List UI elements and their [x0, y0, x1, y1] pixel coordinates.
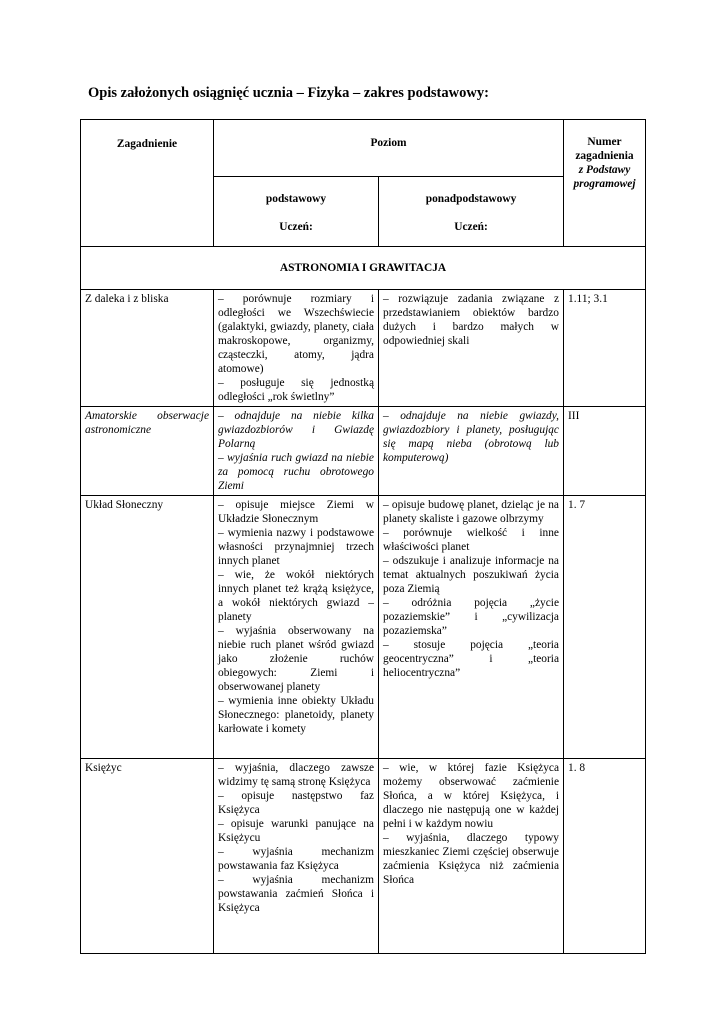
header-uczen-basic: Uczeń:: [279, 221, 313, 233]
header-podstawowy-label: podstawowy: [265, 193, 327, 205]
header-numer: [564, 120, 646, 247]
basic-item: – wie, że wokół niektórych innych planet też krążą księżyce, a wokół niektórych gwiazd – planety: [218, 569, 374, 623]
advanced-item: – stosuje pojęcia „teoria geocentryczna” i „teoria heliocentryczna”: [383, 639, 559, 679]
section-heading: ASTRONOMIA I GRAWITACJA: [81, 247, 646, 290]
advanced-cell: [379, 759, 564, 954]
topic-cell: Z daleka i z bliska: [81, 290, 214, 407]
advanced-item: – odróżnia pojęcia „życie pozaziemskie” i „cywilizacja pozaziemska”: [383, 597, 559, 637]
basic-item: – wyjaśnia obserwowany na niebie ruch planet wśród gwiazd jako złożenie ruchów obiegowych: Ziemi i obserwowanej planety: [218, 625, 374, 693]
topic-cell: Księżyc: [81, 759, 214, 954]
basic-item: – wymienia inne obiekty Układu Słonecznego: planetoidy, planety karłowate i komety: [218, 695, 374, 735]
number-cell: 1.11; 3.1: [564, 290, 646, 407]
header-poziom: Poziom: [214, 120, 564, 177]
advanced-item: – odnajduje na niebie gwiazdy, gwiazdozbiory i planety, posługując się mapą nieba (obrotową lub komputerową): [383, 410, 559, 464]
achievements-table: [80, 119, 646, 954]
topic-cell: Amatorskie obserwacje astronomiczne: [81, 407, 214, 496]
page-title: Opis założonych osiągnięć ucznia – Fizyka – zakres podstawowy:: [88, 85, 489, 101]
header-zagadnienie: Zagadnienie: [81, 120, 214, 247]
advanced-item: – odszukuje i analizuje informacje na temat aktualnych poszukiwań życia poza Ziemią: [383, 555, 559, 595]
basic-item: – porównuje rozmiary i odległości we Wszechświecie (galaktyki, gwiazdy, planety, ciała makroskopowe, organizmy, cząsteczki, atomy, jądra atomowe): [218, 293, 374, 375]
number-cell: 1. 7: [564, 496, 646, 759]
header-ponadpodstawowy-label: ponadpodstawowy: [425, 193, 517, 205]
table-row: [81, 407, 646, 496]
advanced-item: – wyjaśnia, dlaczego typowy mieszkaniec Ziemi częściej obserwuje zaćmienia Księżyca niż zaćmienia Słońca: [383, 832, 559, 886]
basic-cell: [214, 290, 379, 407]
basic-cell: [214, 496, 379, 759]
basic-item: – wyjaśnia mechanizm powstawania faz Księżyca: [218, 846, 374, 872]
advanced-item: – rozwiązuje zadania związane z przedstawianiem obiektów bardzo dużych i bardzo małych w odpowiedniej skali: [383, 293, 559, 347]
basic-item: – opisuje miejsce Ziemi w Układzie Słonecznym: [218, 499, 374, 525]
basic-item: – wymienia nazwy i podstawowe własności przynajmniej trzech innych planet: [218, 527, 374, 567]
basic-item: – opisuje warunki panujące na Księżycu: [218, 818, 374, 844]
advanced-item: – wie, w której fazie Księżyca możemy obserwować zaćmienie Słońca, a w której Księżyca, i dlaczego nie następują one w każdej pełni i w każdym nowiu: [383, 762, 559, 830]
advanced-item: – porównuje wielkość i inne właściwości planet: [383, 527, 559, 553]
basic-item: – wyjaśnia ruch gwiazd na niebie za pomocą ruchu obrotowego Ziemi: [218, 452, 374, 492]
advanced-item: – opisuje budowę planet, dzieląc je na planety skaliste i gazowe olbrzymy: [383, 499, 559, 525]
basic-item: – odnajduje na niebie kilka gwiazdozbiorów i Gwiazdę Polarną: [218, 410, 374, 450]
header-numer-line: z Podstawy: [578, 164, 631, 176]
header-podstawowy: [214, 177, 379, 247]
header-numer-line: programowej: [573, 178, 636, 190]
basic-item: – posługuje się jednostką odległości „rok świetlny”: [218, 377, 374, 403]
basic-item: – wyjaśnia, dlaczego zawsze widzimy tę samą stronę Księżyca: [218, 762, 374, 788]
basic-cell: [214, 407, 379, 496]
table-row: [81, 496, 646, 759]
advanced-cell: [379, 496, 564, 759]
basic-item: – wyjaśnia mechanizm powstawania zaćmień Słońca i Księżyca: [218, 874, 374, 914]
number-cell: 1. 8: [564, 759, 646, 954]
advanced-cell: [379, 407, 564, 496]
table-row: [81, 759, 646, 954]
header-uczen-advanced: Uczeń:: [454, 221, 488, 233]
table-row: [81, 290, 646, 407]
header-numer-line: Numer: [587, 136, 622, 148]
advanced-cell: [379, 290, 564, 407]
basic-cell: [214, 759, 379, 954]
header-ponadpodstawowy: [379, 177, 564, 247]
number-cell: III: [564, 407, 646, 496]
header-numer-line: zagadnienia: [575, 150, 634, 162]
topic-cell: Układ Słoneczny: [81, 496, 214, 759]
basic-item: – opisuje następstwo faz Księżyca: [218, 790, 374, 816]
